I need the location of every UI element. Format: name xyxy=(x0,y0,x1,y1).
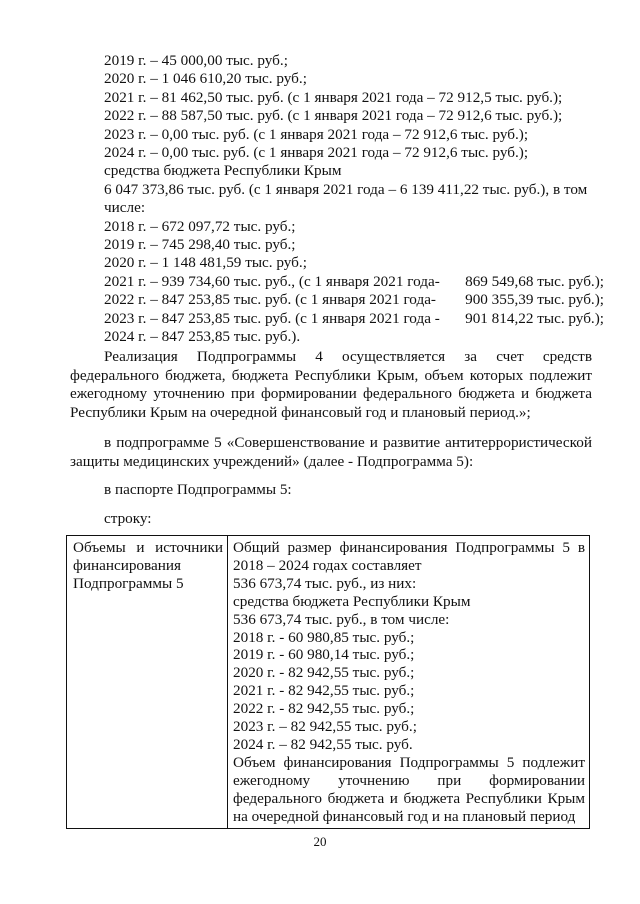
table-closing: Объем финансирования Подпрограммы 5 подлежит ежегодному уточнению при формировании федерального бюджета и бюджета Республики Крым на очередной финансовый год и на плановый период xyxy=(233,753,585,825)
table-year-row: 2024 г. – 82 942,55 тыс. руб. xyxy=(233,735,413,753)
line-word-paragraph: строку: xyxy=(104,510,152,527)
table-right-cell xyxy=(228,536,589,828)
funding-list-continued xyxy=(104,52,604,347)
crimea-budget-total: 6 047 373,86 тыс. руб. (с 1 января 2021 года – 6 139 411,22 тыс. руб.), в том числе: xyxy=(104,180,588,217)
table-year-row: 2021 г. - 82 942,55 тыс. руб.; xyxy=(233,682,415,700)
table-year-row: 2018 г. - 60 980,85 тыс. руб.; xyxy=(233,628,415,646)
federal-2023-line: 2023 г. – 0,00 тыс. руб. (с 1 января 2021 года – 72 912,6 тыс. руб.); xyxy=(104,125,529,143)
crimea-2021-line xyxy=(104,273,604,291)
crimea-2024-line: 2024 г. – 847 253,85 тыс. руб.). xyxy=(104,328,301,346)
passport-paragraph: в паспорте Подпрограммы 5: xyxy=(104,481,292,498)
funding-table xyxy=(66,535,590,829)
crimea-2023-amount: 901 814,22 тыс. руб.); xyxy=(465,309,604,327)
crimea-2023-main: 2023 г. – 847 253,85 тыс. руб. (с 1 января 2021 года - xyxy=(104,309,440,327)
crimea-2022-line xyxy=(104,291,604,309)
crimea-budget-heading: средства бюджета Республики Крым xyxy=(104,162,342,180)
federal-2022-line: 2022 г. – 88 587,50 тыс. руб. (с 1 января 2021 года – 72 912,6 тыс. руб.); xyxy=(104,107,563,125)
crimea-2019-line: 2019 г. – 745 298,40 тыс. руб.; xyxy=(104,236,296,254)
table-year-row: 2019 г. - 60 980,14 тыс. руб.; xyxy=(233,646,415,664)
table-budget-total: 536 673,74 тыс. руб., в том числе: xyxy=(233,610,450,628)
table-total: 536 673,74 тыс. руб., из них: xyxy=(233,574,417,592)
table-year-row: 2022 г. - 82 942,55 тыс. руб.; xyxy=(233,700,415,718)
federal-2024-line: 2024 г. – 0,00 тыс. руб. (с 1 января 2021 года – 72 912,6 тыс. руб.); xyxy=(104,144,529,162)
crimea-2021-amount: 869 549,68 тыс. руб.); xyxy=(465,272,604,290)
federal-2021-line: 2021 г. – 81 462,50 тыс. руб. (с 1 января 2021 года – 72 912,5 тыс. руб.); xyxy=(104,88,563,106)
table-budget-heading: средства бюджета Республики Крым xyxy=(233,592,471,610)
table-intro: Общий размер финансирования Подпрограммы 5 в 2018 – 2024 годах составляет xyxy=(233,539,585,574)
table-year-row: 2023 г. – 82 942,55 тыс. руб.; xyxy=(233,718,417,736)
subprogram5-paragraph: в подпрограмме 5 «Совершенствование и развитие антитеррористической защиты медицинских учреждений» (далее - Подпрограмма 5): xyxy=(70,434,592,470)
crimea-2021-main: 2021 г. – 939 734,60 тыс. руб., (с 1 января 2021 года- xyxy=(104,272,440,290)
page-number: 20 xyxy=(313,834,327,849)
crimea-2018-line: 2018 г. – 672 097,72 тыс. руб.; xyxy=(104,217,296,235)
crimea-2022-main: 2022 г. – 847 253,85 тыс. руб. (с 1 января 2021 года- xyxy=(104,291,436,309)
table-left-cell: Объемы и источники финансирования Подпрограммы 5 xyxy=(67,536,228,828)
crimea-2022-amount: 900 355,39 тыс. руб.); xyxy=(465,291,604,309)
federal-2020-line: 2020 г. – 1 046 610,20 тыс. руб.; xyxy=(104,70,307,88)
crimea-2020-line: 2020 г. – 1 148 481,59 тыс. руб.; xyxy=(104,254,307,272)
table-year-row: 2020 г. - 82 942,55 тыс. руб.; xyxy=(233,664,415,682)
federal-2019-line: 2019 г. – 45 000,00 тыс. руб.; xyxy=(104,52,288,69)
realization-paragraph: Реализация Подпрограммы 4 осуществляется за счет средств федерального бюджета, бюджета Республики Крым, объем которых подлежит ежегодному уточнению при формировании федерального бюджета и бюджета Республики Крым на очередной финансовый год и плановый период.»; xyxy=(70,348,592,421)
crimea-2023-line xyxy=(104,310,604,328)
